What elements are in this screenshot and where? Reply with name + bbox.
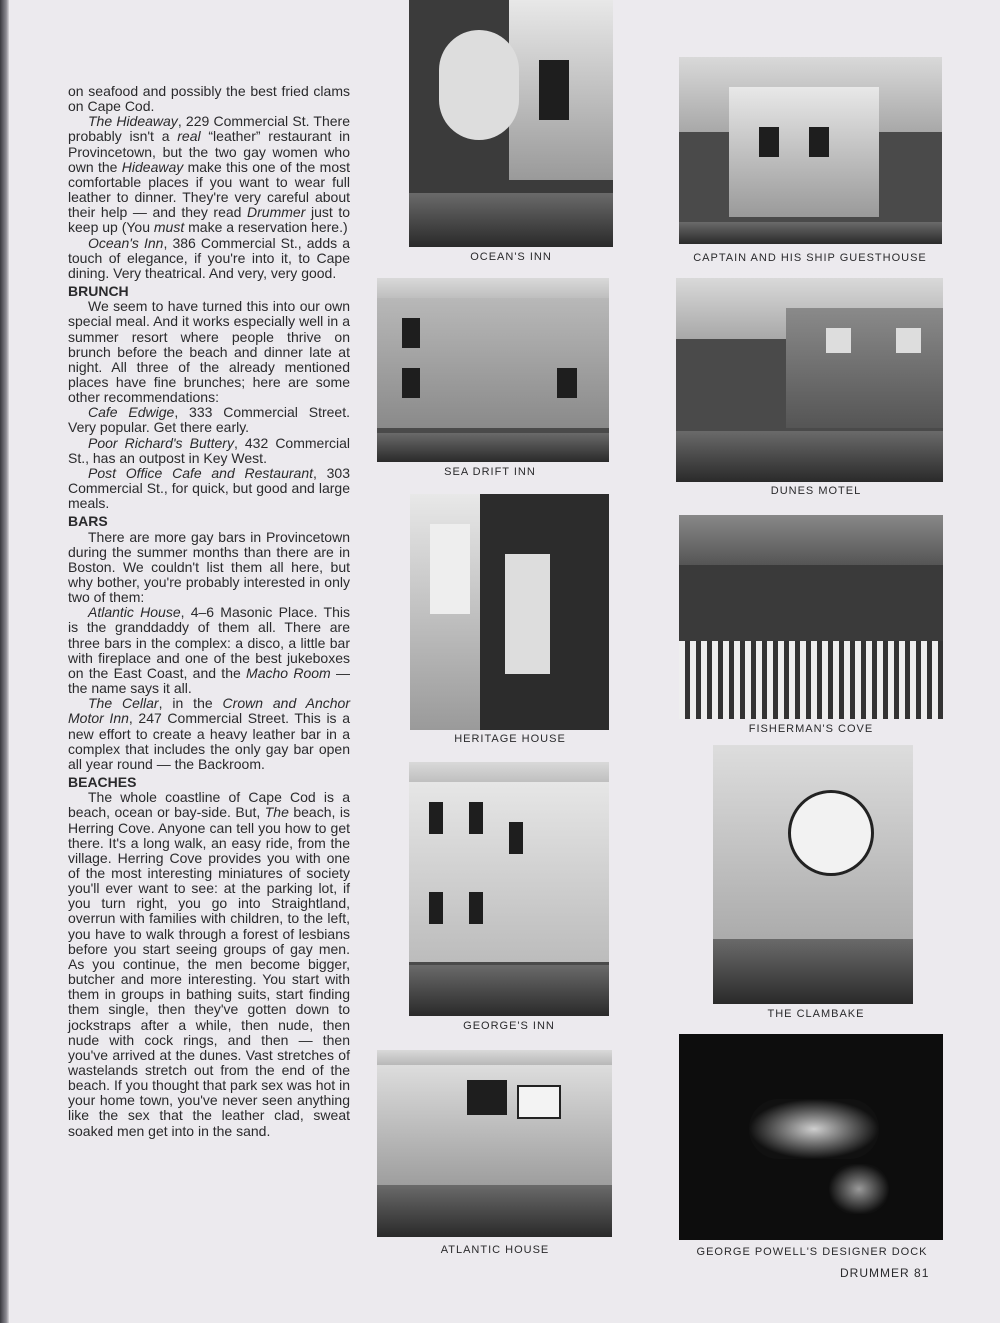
photo-caption: HERITAGE HOUSE [454, 733, 566, 745]
photo-atlantic-house [377, 1050, 612, 1237]
article-paragraph [68, 605, 350, 696]
text-run: make a reservation here.) [184, 219, 348, 236]
italic-text: Crown and Anchor Motor Inn [68, 695, 350, 727]
article-paragraph [68, 405, 350, 435]
photo-fishermans-cove [679, 515, 943, 719]
section-heading: BARS [68, 513, 108, 530]
photo-heritage-house [410, 494, 609, 730]
photo-captain-and-his-ship [679, 57, 942, 244]
italic-text: Drummer [247, 204, 306, 221]
italic-text: Atlantic House [88, 604, 181, 621]
text-run: — the name says it all. [68, 664, 350, 697]
italic-text: Hideaway [121, 158, 184, 175]
magazine-name: DRUMMER [840, 1266, 910, 1280]
italic-text: Cafe Edwige [88, 404, 175, 421]
text-run: , 247 Commercial Street. This is a new effort to create a heavy leather bar in a complex that includes the only gay bar open all year round — the Backroom. [68, 710, 350, 772]
photo-george-powells-designer-dock [679, 1034, 943, 1240]
text-run: make this one of the most comfortable places if you want to wear full leather to dinner. They're very careful about their help — and they read [68, 158, 350, 221]
article-paragraph [68, 466, 350, 511]
text-run: , 333 Commercial Street. Very popular. Get there early. [68, 404, 350, 436]
italic-text: Macho Room [246, 664, 331, 681]
italic-text: Ocean's Inn [88, 234, 164, 251]
photo-caption: THE CLAMBAKE [767, 1008, 865, 1020]
text-run: “leather” restaurant in Provincetown, but the two gay women who own the [68, 128, 350, 175]
text-run: , 303 Commercial St., for quick, but good and large meals. [68, 464, 350, 512]
italic-text: The [264, 804, 289, 821]
article-paragraph [68, 790, 350, 1139]
italic-text: Poor Richard's Buttery [88, 434, 234, 451]
article-paragraph [68, 236, 350, 281]
italic-text: The Cellar [88, 695, 159, 712]
photo-caption: SEA DRIFT INN [444, 466, 536, 478]
page-number: 81 [914, 1266, 930, 1280]
text-run: , in the [158, 695, 223, 712]
section-heading: BEACHES [68, 774, 137, 791]
photo-georges-inn [409, 762, 609, 1016]
article-paragraph [68, 84, 350, 114]
article-paragraph [68, 114, 350, 235]
text-run: , 432 Commercial St., has an outpost in Key West. [68, 434, 350, 466]
page-footer [840, 1266, 929, 1280]
article-column [68, 84, 350, 1139]
photo-caption: CAPTAIN AND HIS SHIP GUESTHOUSE [693, 252, 927, 264]
photo-caption: OCEAN'S INN [470, 251, 552, 263]
article-paragraph [68, 530, 350, 606]
photo-sea-drift-inn [377, 278, 609, 462]
text-run: The whole coastline of Cape Cod is a beach, ocean or bay-side. But, [68, 789, 350, 821]
text-run: , 229 Commercial St. There probably isn't a [68, 113, 350, 145]
text-run: We seem to have turned this into our own special meal. And it works especially well in a summer resort where people thrive on brunch before the beach and dinner late at night. All three of the already mentioned places have fine brunches; here are some other recommendations: [68, 298, 350, 406]
text-run: , 4–6 Masonic Place. This is the granddaddy of them all. There are three bars in the complex: a disco, a little bar with fireplace and one of the best jukeboxes on the East Coast, and the [68, 604, 350, 681]
italic-text: must [153, 219, 185, 236]
page-binding-edge [0, 0, 9, 1323]
photo-caption: DUNES MOTEL [770, 485, 862, 497]
photo-caption: FISHERMAN'S COVE [748, 723, 874, 735]
text-run: just to keep up (You [68, 204, 350, 236]
article-paragraph [68, 299, 350, 405]
text-run: beach, is Herring Cove. Anyone can tell you how to get there. It's a long walk, an easy ride, from the village. Herring Cove provides you with one of the most interesting miniatures of society you'll ever want to see: at the parking lot, if you turn right, you go into Straightland, overrun with families with children, to the left, you have to walk through a forest of lesbians before you start seeing groups of gay men. As you continue, the men become bigger, butcher and more interesting. You start with them in groups in bathing suits, start finding them single, then they've gotten down to jockstraps after a while, then nude, then nude with cock rings, and then — then you've arrived at the dunes. Vast stretches of wastelands stretch out from the end of the beach. If you thought that park sex was hot in your home town, you've never seen anything like the sex that the leather clad, sweat soaked men get into in the sand. [68, 804, 350, 1139]
text-run: , 386 Commercial St., adds a touch of elegance, if you're into it, to Cape dining. Very theatrical. And very, very good. [68, 234, 350, 281]
photo-oceans-inn [409, 0, 613, 247]
photo-the-clambake [713, 745, 913, 1004]
photo-caption: GEORGE POWELL'S DESIGNER DOCK [696, 1246, 928, 1258]
article-paragraph [68, 696, 350, 772]
italic-text: Post Office Cafe and Restaurant [88, 464, 313, 481]
photo-caption: GEORGE'S INN [463, 1020, 555, 1032]
text-run: There are more gay bars in Provincetown during the summer months than there are in Boston. We couldn't list them all here, but why bother, you're probably interested in only two of them: [68, 528, 350, 606]
photo-caption: ATLANTIC HOUSE [440, 1244, 550, 1256]
photo-dunes-motel [676, 278, 943, 482]
italic-text: real [177, 128, 201, 145]
text-run: on seafood and possibly the best fried clams on Cape Cod. [68, 83, 350, 115]
article-paragraph [68, 436, 350, 466]
section-heading: BRUNCH [68, 283, 129, 300]
italic-text: The Hideaway [88, 113, 178, 130]
